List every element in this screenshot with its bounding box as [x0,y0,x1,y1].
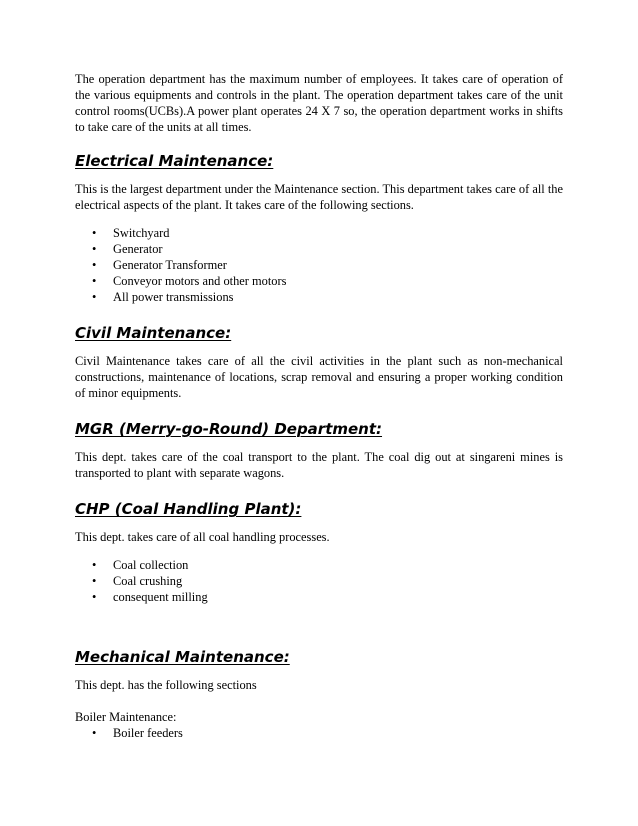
electrical-paragraph: This is the largest department under the Maintenance section. This department takes care of all the electrical aspects of the plant. It takes care of the following sections. [75,182,563,212]
chp-list [75,557,563,605]
civil-heading: Civil Maintenance: [75,324,232,342]
electrical-heading: Electrical Maintenance: [75,152,274,170]
list-item: • Boiler feeders [75,725,563,741]
list-item: • Generator [75,241,563,257]
list-item: • consequent milling [75,589,563,605]
mgr-heading: MGR (Merry-go-Round) Department: [75,420,383,438]
electrical-list [75,225,563,305]
mgr-paragraph: This dept. takes care of the coal transport to the plant. The coal dig out at singareni mines is transported to plant with separate wagons. [75,450,563,480]
chp-paragraph: This dept. takes care of all coal handling processes. [75,530,330,544]
boiler-list [75,725,563,741]
list-item: • Coal collection [75,557,563,573]
chp-heading: CHP (Coal Handling Plant): [75,500,302,518]
page-content [75,71,563,741]
list-item: • Coal crushing [75,573,563,589]
list-item: • Conveyor motors and other motors [75,273,563,289]
list-item: • All power transmissions [75,289,563,305]
list-item: • Generator Transformer [75,257,563,273]
mechanical-paragraph: This dept. has the following sections [75,678,257,692]
boiler-subheading: Boiler Maintenance: [75,710,177,724]
intro-paragraph: The operation department has the maximum number of employees. It takes care of operation of the various equipments and controls in the plant. The operation department takes care of the unit control rooms(UCBs).A power plant operates 24 X 7 so, the operation department works in shifts to take care of the units at all times. [75,72,563,134]
civil-paragraph: Civil Maintenance takes care of all the civil activities in the plant such as non-mechanical constructions, maintenance of locations, scrap removal and ensuring a proper working condition of minor equipments. [75,354,563,400]
mechanical-heading: Mechanical Maintenance: [75,648,290,666]
list-item: • Switchyard [75,225,563,241]
